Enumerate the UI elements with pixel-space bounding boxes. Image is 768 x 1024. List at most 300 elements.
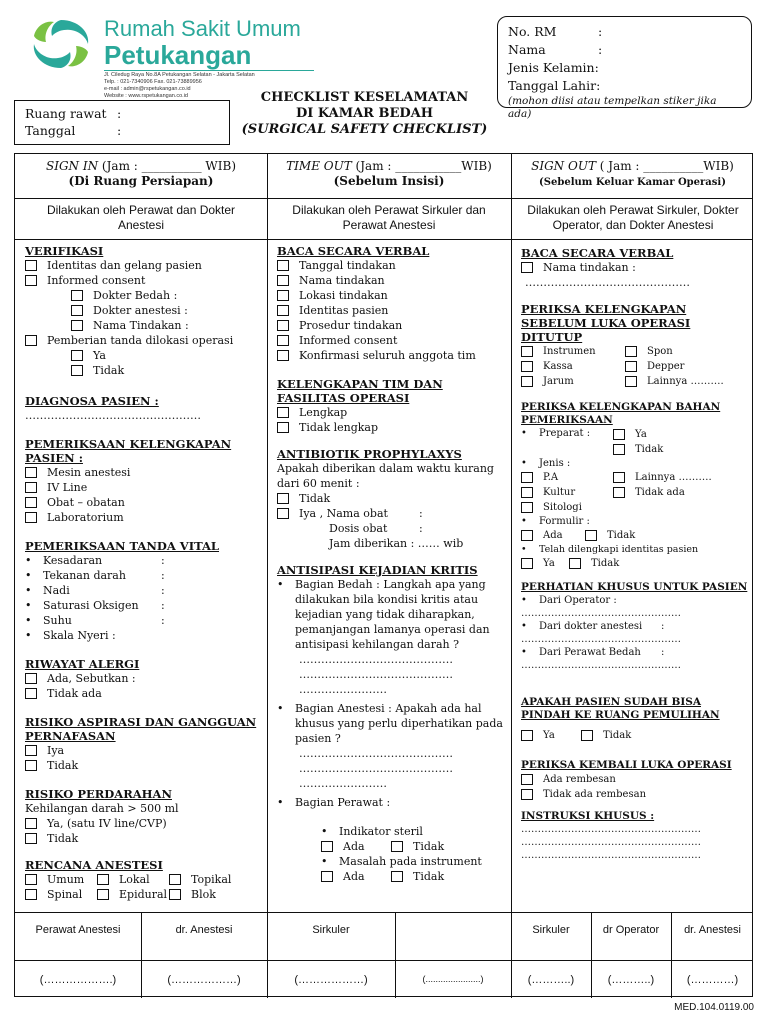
signature-row xyxy=(15,912,752,998)
antisipasi-perawat xyxy=(277,795,505,810)
date-label: Tanggal xyxy=(25,123,76,138)
bullet: • xyxy=(321,825,328,838)
date-colon: : xyxy=(117,123,122,138)
kelengkapan-row3 xyxy=(521,374,749,389)
timeout-time: (Jam : ___________WIB) xyxy=(355,159,492,173)
signature-field[interactable]: (………………) xyxy=(167,974,241,986)
section-instruksi-khusus: INSTRUKSI KHUSUS : xyxy=(521,810,655,822)
checkbox[interactable] xyxy=(25,818,37,829)
masalah-instrument xyxy=(277,854,505,869)
checkbox[interactable] xyxy=(25,833,37,844)
check-indikator-tidak[interactable] xyxy=(391,839,444,854)
sticker-note: (mohon diisi atau tempelkan stiker jika ada) xyxy=(508,95,717,120)
bahan-list xyxy=(521,427,749,571)
checklist-table xyxy=(14,153,753,997)
checkbox[interactable] xyxy=(521,487,533,498)
section-perhatian-khusus: PERHATIAN KHUSUS UNTUK PASIEN xyxy=(521,581,748,593)
section-antisipasi: ANTISIPASI KEJADIAN KRITIS xyxy=(277,563,478,577)
checkbox[interactable] xyxy=(25,335,37,346)
answer-line[interactable]: ……………………………………………… xyxy=(521,824,701,835)
antisipasi-bedah-text: Bagian Bedah : Langkah apa yang dilakukan bila kondisi kritis atau kejadian yang tidak diharapkan, pemanjangan lamanya operasi dan antisipasi kehilangan darah ? xyxy=(295,578,490,651)
indikator-label: Indikator steril xyxy=(339,825,423,838)
vital-label: Skala Nyeri : xyxy=(43,629,116,642)
checkbox[interactable] xyxy=(521,774,533,785)
vital-label: Tekanan darah xyxy=(43,569,126,582)
check-depper[interactable] xyxy=(625,359,684,374)
check-pindah-ya[interactable] xyxy=(521,728,581,743)
checkbox[interactable] xyxy=(71,320,83,331)
check-pa[interactable] xyxy=(521,470,613,485)
field-label: Formulir : xyxy=(539,516,590,527)
checkbox[interactable] xyxy=(25,467,37,478)
checkbox[interactable] xyxy=(25,673,37,684)
check-label: Tidak xyxy=(413,840,445,853)
check-label: Iya xyxy=(47,744,65,757)
rm-label: No. RM xyxy=(508,24,557,39)
check-label: Tidak ada xyxy=(47,687,102,700)
field-label: Dari Operator : xyxy=(539,595,617,606)
check-aspirasi-iya[interactable] xyxy=(25,743,263,758)
check-label: Depper xyxy=(647,361,685,372)
check-label: Kultur xyxy=(543,487,576,498)
section-kelengkapan-tim: KELENGKAPAN TIM DAN FASILITAS OPERASI xyxy=(277,377,443,405)
bullet: • xyxy=(521,595,527,606)
check-masalah-ada[interactable] xyxy=(321,869,391,884)
checkbox[interactable] xyxy=(391,871,403,882)
check-label: IV Line xyxy=(47,481,88,494)
field-label: Telah dilengkapi identitas pasien xyxy=(539,544,699,555)
check-label: Ya xyxy=(93,349,106,362)
name-label: Nama xyxy=(508,42,546,57)
section-periksa-kelengkapan: PERIKSA KELENGKAPAN SEBELUM LUKA OPERASI DITUTUP xyxy=(521,302,691,344)
check-tidak-ada[interactable] xyxy=(613,485,685,500)
checkbox[interactable] xyxy=(521,789,533,800)
check-laboratorium[interactable] xyxy=(25,510,263,525)
check-blok[interactable] xyxy=(169,887,216,902)
vital-kesadaran[interactable] xyxy=(25,553,263,568)
check-lokasi-tindakan[interactable] xyxy=(277,288,505,303)
answer-line[interactable]: ………………………………………… xyxy=(521,608,681,619)
date-field[interactable] xyxy=(25,122,219,139)
check-pindah-tidak[interactable] xyxy=(581,728,631,743)
masalah-options xyxy=(277,869,505,884)
bullet: • xyxy=(25,629,32,642)
field-colon: : xyxy=(661,621,665,632)
check-preparat-tidak[interactable] xyxy=(521,442,749,457)
checkbox[interactable] xyxy=(521,262,533,273)
answer-line[interactable]: …………………………………… xyxy=(299,747,453,760)
check-identitas-ya[interactable] xyxy=(521,556,569,571)
check-label: Epidural xyxy=(119,888,168,901)
timeout-header xyxy=(267,154,511,198)
hospital-name-line1: Rumah Sakit Umum xyxy=(104,16,301,41)
checkbox[interactable] xyxy=(25,760,37,771)
antisipasi-bedah xyxy=(277,577,505,652)
signature-label-sirkuler: Sirkuler xyxy=(532,924,570,936)
signature-field[interactable]: (…………) xyxy=(686,974,739,986)
antisipasi-anestesi-text: Bagian Anestesi : Apakah ada hal khusus yang perlu diperhatikan pada pasien ? xyxy=(295,702,503,745)
checkbox[interactable] xyxy=(581,730,593,741)
hospital-logo xyxy=(22,10,322,100)
vital-nadi[interactable] xyxy=(25,583,263,598)
check-label: Lokal xyxy=(119,873,150,886)
signature-field[interactable]: (……………….) xyxy=(39,974,117,986)
check-dokter-bedah[interactable] xyxy=(25,288,263,303)
gender-colon: : xyxy=(594,60,599,75)
antisipasi-perawat-text: Bagian Perawat : xyxy=(295,796,391,809)
section-baca-verbal: BACA SECARA VERBAL xyxy=(521,246,674,260)
check-alergi-ada[interactable] xyxy=(25,671,263,686)
check-sitologi[interactable] xyxy=(521,500,749,515)
checkbox[interactable] xyxy=(169,889,181,900)
answer-line[interactable]: …………………… xyxy=(299,683,387,696)
email-line: e-mail : admin@rspetukangan.co.id xyxy=(104,86,191,92)
dob-field[interactable] xyxy=(508,77,741,95)
signin-column xyxy=(25,242,263,902)
checkbox[interactable] xyxy=(521,376,533,387)
answer-line[interactable]: ……………………………………… xyxy=(525,276,690,289)
signin-subtitle: (Di Ruang Persiapan) xyxy=(68,174,214,188)
signature-field[interactable]: (………..) xyxy=(607,974,655,986)
vital-tekanan-darah[interactable] xyxy=(25,568,263,583)
check-ada-rembesan[interactable] xyxy=(521,772,749,787)
logo-divider xyxy=(104,70,314,71)
formulir-options xyxy=(521,528,749,543)
checkbox[interactable] xyxy=(521,361,533,372)
check-label: Tidak xyxy=(413,870,445,883)
document-title xyxy=(232,90,497,138)
check-label: Dokter anestesi : xyxy=(93,304,188,317)
checkbox[interactable] xyxy=(97,874,109,885)
check-preparat-ya[interactable] xyxy=(613,427,647,442)
check-label: Lainnya ………. xyxy=(635,472,712,483)
bullet: • xyxy=(521,458,527,469)
check-label: Tidak xyxy=(603,730,632,741)
checkbox[interactable] xyxy=(25,889,37,900)
answer-line[interactable]: …………………… xyxy=(299,777,387,790)
check-label: Umum xyxy=(47,873,85,886)
check-label: Lainnya ………. xyxy=(647,376,724,387)
check-spon[interactable] xyxy=(625,344,673,359)
checkbox[interactable] xyxy=(625,361,637,372)
checkbox[interactable] xyxy=(625,346,637,357)
diagnosa-field[interactable]: ………………………………………… xyxy=(25,409,201,422)
dob-colon: : xyxy=(596,78,601,93)
check-label: Tidak xyxy=(591,558,620,569)
indikator-options xyxy=(277,839,505,854)
checkbox[interactable] xyxy=(277,422,289,433)
field-label: Dosis obat xyxy=(329,522,388,535)
bullet: • xyxy=(25,614,32,627)
signature-label-sirkuler: Sirkuler xyxy=(312,924,350,936)
answer-line[interactable]: …………………………………… xyxy=(299,653,453,666)
vital-colon: : xyxy=(161,599,165,612)
check-nama-tindakan[interactable] xyxy=(521,260,749,275)
answer-line[interactable]: …………………………………… xyxy=(299,762,453,775)
signature-field[interactable]: (………..) xyxy=(527,974,575,986)
gender-field[interactable] xyxy=(508,59,741,77)
perhatian-list xyxy=(521,594,749,672)
check-tidak-lengkap[interactable] xyxy=(277,420,505,435)
checkbox[interactable] xyxy=(71,365,83,376)
pindah-options xyxy=(521,728,749,743)
checkbox[interactable] xyxy=(25,482,37,493)
signature-label-dr-anestesi: dr. Anestesi xyxy=(175,924,233,936)
title-line3: (SURGICAL SAFETY CHECKLIST) xyxy=(241,122,488,137)
vital-label: Suhu xyxy=(43,614,72,627)
answer-line[interactable]: ………………………………………… xyxy=(521,660,681,671)
section-risiko-perdarahan: RISIKO PERDARAHAN xyxy=(25,787,172,801)
jenis-label xyxy=(521,457,749,470)
checkbox[interactable] xyxy=(25,745,37,756)
jenis-row1 xyxy=(521,470,749,485)
check-kultur[interactable] xyxy=(521,485,613,500)
checkbox[interactable] xyxy=(71,305,83,316)
check-mesin-anestesi[interactable] xyxy=(25,465,263,480)
checkbox[interactable] xyxy=(585,530,597,541)
signature-field[interactable]: (………………) xyxy=(294,974,368,986)
check-jarum[interactable] xyxy=(521,374,625,389)
checkbox[interactable] xyxy=(71,290,83,301)
answer-line[interactable]: ……………………………………………… xyxy=(521,837,701,848)
check-masalah-tidak[interactable] xyxy=(391,869,444,884)
vital-saturasi[interactable] xyxy=(25,598,263,613)
identitas-options xyxy=(521,556,749,571)
check-label: Ada, Sebutkan : xyxy=(47,672,136,685)
checkbox[interactable] xyxy=(521,530,533,541)
bullet: • xyxy=(321,855,328,868)
kelengkapan-row2 xyxy=(521,359,749,374)
section-antibiotik: ANTIBIOTIK PROPHYLAXYS xyxy=(277,447,462,461)
vital-suhu[interactable] xyxy=(25,613,263,628)
check-lainnya[interactable] xyxy=(625,374,724,389)
preparat-label xyxy=(521,427,613,442)
check-formulir-tidak[interactable] xyxy=(585,528,635,543)
section-risiko-aspirasi: RISIKO ASPIRASI DAN GANGGUAN PERNAFASAN xyxy=(25,715,257,743)
check-umum[interactable] xyxy=(25,872,97,887)
checkbox[interactable] xyxy=(277,335,289,346)
checkbox[interactable] xyxy=(25,275,37,286)
check-label: Instrumen xyxy=(543,346,596,357)
check-formulir-ada[interactable] xyxy=(521,528,585,543)
perhatian-operator xyxy=(521,594,749,607)
check-konfirmasi-tim[interactable] xyxy=(277,348,505,363)
checkbox[interactable] xyxy=(25,688,37,699)
website-line: Website : www.rspetukangan.co.id xyxy=(104,93,188,99)
bullet: • xyxy=(25,584,32,597)
rencana-row1 xyxy=(25,872,263,887)
check-iv-line[interactable] xyxy=(25,480,263,495)
checkbox[interactable] xyxy=(97,889,109,900)
checkbox[interactable] xyxy=(25,260,37,271)
perhatian-perawat xyxy=(521,646,749,659)
check-obat[interactable] xyxy=(25,495,263,510)
check-label: Tidak xyxy=(299,492,331,505)
check-label: Mesin anestesi xyxy=(47,466,131,479)
signout-column xyxy=(521,242,749,862)
field-label: Dari Perawat Bedah xyxy=(539,647,641,658)
field-label: Dari dokter anestesi xyxy=(539,621,643,632)
timeout-title: TIME OUT xyxy=(286,159,352,173)
bullet: • xyxy=(277,578,284,591)
check-label: Jarum xyxy=(543,376,574,387)
checkbox[interactable] xyxy=(277,493,289,504)
check-jenis-lainnya[interactable] xyxy=(613,470,712,485)
checkbox[interactable] xyxy=(25,512,37,523)
check-label: Ada xyxy=(543,530,563,541)
check-label: Tidak xyxy=(47,759,79,772)
gender-label: Jenis Kelamin xyxy=(508,60,595,75)
check-label: Nama tindakan : xyxy=(543,261,636,274)
check-spinal[interactable] xyxy=(25,887,97,902)
check-label: Ya xyxy=(635,429,647,440)
check-label: Ya, (satu IV line/CVP) xyxy=(47,817,167,830)
checkbox[interactable] xyxy=(277,275,289,286)
check-nama-tindakan[interactable] xyxy=(25,318,263,333)
checkbox[interactable] xyxy=(277,508,289,519)
check-label: Prosedur tindakan xyxy=(299,319,403,332)
signin-title: SIGN IN xyxy=(45,159,99,173)
checkbox[interactable] xyxy=(71,350,83,361)
check-tidak-rembesan[interactable] xyxy=(521,787,749,802)
check-alergi-tidak[interactable] xyxy=(25,686,263,701)
signature-field[interactable]: (......................) xyxy=(422,974,484,984)
rm-field[interactable] xyxy=(508,23,741,41)
checkbox[interactable] xyxy=(613,444,625,455)
check-identitas-pasien[interactable] xyxy=(277,303,505,318)
checkbox[interactable] xyxy=(277,290,289,301)
check-label: Tidak xyxy=(47,832,79,845)
checkbox[interactable] xyxy=(277,260,289,271)
vital-skala-nyeri[interactable] xyxy=(25,628,263,643)
checkbox[interactable] xyxy=(613,472,625,483)
check-label: Kassa xyxy=(543,361,573,372)
check-antibiotik-iya[interactable] xyxy=(277,506,505,521)
answer-line[interactable]: ………………………………………… xyxy=(521,634,681,645)
check-lokasi-tidak[interactable] xyxy=(25,363,263,378)
check-prosedur[interactable] xyxy=(277,318,505,333)
checkbox[interactable] xyxy=(521,730,533,741)
check-lokasi-ya[interactable] xyxy=(25,348,263,363)
check-label: Spon xyxy=(647,346,673,357)
check-kassa[interactable] xyxy=(521,359,625,374)
rm-colon: : xyxy=(598,24,603,39)
signout-title: SIGN OUT xyxy=(531,159,596,173)
check-topikal[interactable] xyxy=(169,872,231,887)
signin-description: Dilakukan oleh Perawat dan Dokter Anestesi xyxy=(46,203,236,232)
checkbox[interactable] xyxy=(569,558,581,569)
ward-field[interactable] xyxy=(25,105,219,122)
checkbox[interactable] xyxy=(169,874,181,885)
check-tanda-lokasi[interactable] xyxy=(25,333,263,348)
check-label: Tidak xyxy=(93,364,125,377)
checkbox[interactable] xyxy=(25,874,37,885)
checkbox[interactable] xyxy=(391,841,403,852)
checkbox[interactable] xyxy=(521,558,533,569)
check-aspirasi-tidak[interactable] xyxy=(25,758,263,773)
checkbox[interactable] xyxy=(277,350,289,361)
phone-line: Telp. : 021-7340906 Fax. 021-73889956 xyxy=(104,79,202,85)
dosis-field[interactable] xyxy=(277,521,505,536)
bullet: • xyxy=(521,621,527,632)
indikator-steril xyxy=(277,824,505,839)
check-tanggal-tindakan[interactable] xyxy=(277,258,505,273)
vital-label: Saturasi Oksigen xyxy=(43,599,139,612)
checkbox[interactable] xyxy=(613,429,625,440)
perhatian-anestesi xyxy=(521,620,749,633)
timeout-subtitle: (Sebelum Insisi) xyxy=(333,174,445,188)
check-informed-consent[interactable] xyxy=(25,273,263,288)
check-perdarahan-tidak[interactable] xyxy=(25,831,263,846)
title-line2: DI KAMAR BEDAH xyxy=(295,106,434,121)
ward-label: Ruang rawat xyxy=(25,106,107,121)
patient-identity-box xyxy=(497,16,752,120)
check-identitas[interactable] xyxy=(25,258,263,273)
check-lengkap[interactable] xyxy=(277,405,505,420)
checkbox[interactable] xyxy=(613,487,625,498)
checkbox[interactable] xyxy=(521,502,533,513)
check-lokal[interactable] xyxy=(97,872,169,887)
check-label: Ya xyxy=(543,730,555,741)
check-dokter-anestesi[interactable] xyxy=(25,303,263,318)
check-antibiotik-tidak[interactable] xyxy=(277,491,505,506)
checkbox[interactable] xyxy=(25,497,37,508)
field-colon: : xyxy=(419,522,423,535)
jam-diberikan-field[interactable]: Jam diberikan : …… wib xyxy=(329,537,464,550)
check-label: Ada rembesan xyxy=(543,774,616,785)
answer-line[interactable]: …………………………………… xyxy=(299,668,453,681)
checkbox[interactable] xyxy=(321,841,333,852)
checkbox[interactable] xyxy=(521,472,533,483)
bullet: • xyxy=(277,702,284,715)
check-label: Iya , Nama obat xyxy=(299,507,388,520)
bullet: • xyxy=(521,647,527,658)
check-epidural[interactable] xyxy=(97,887,169,902)
section-baca-verbal: BACA SECARA VERBAL xyxy=(277,244,430,258)
check-perdarahan-ya[interactable] xyxy=(25,816,263,831)
column-divider xyxy=(511,154,512,996)
check-nama-tindakan[interactable] xyxy=(277,273,505,288)
signout-subtitle: (Sebelum Keluar Kamar Operasi) xyxy=(539,177,726,188)
check-informed-consent[interactable] xyxy=(277,333,505,348)
name-field[interactable] xyxy=(508,41,741,59)
check-identitas-tidak[interactable] xyxy=(569,556,619,571)
signout-time: ( Jam : __________WIB) xyxy=(599,159,734,173)
checkbox[interactable] xyxy=(277,407,289,418)
checkbox[interactable] xyxy=(321,871,333,882)
check-instrumen[interactable] xyxy=(521,344,625,359)
dob-label: Tanggal Lahir xyxy=(508,78,597,93)
vital-colon: : xyxy=(161,584,165,597)
perdarahan-desc: Kehilangan darah > 500 ml xyxy=(25,802,179,815)
check-label: Informed consent xyxy=(47,274,146,287)
check-label: Dokter Bedah : xyxy=(93,289,178,302)
luka-list xyxy=(521,772,749,802)
preparat-row xyxy=(521,427,749,442)
answer-line[interactable]: ……………………………………………… xyxy=(521,850,701,861)
checkbox[interactable] xyxy=(521,346,533,357)
checkbox[interactable] xyxy=(277,320,289,331)
bullet: • xyxy=(521,516,527,527)
checkbox[interactable] xyxy=(625,376,637,387)
signin-time: (Jam : __________ WIB) xyxy=(101,159,237,173)
section-tanda-vital: PEMERIKSAAN TANDA VITAL xyxy=(25,539,220,553)
masalah-label: Masalah pada instrument xyxy=(339,855,482,868)
signature-label-dr-operator: dr Operator xyxy=(602,924,660,936)
checkbox[interactable] xyxy=(277,305,289,316)
check-indikator-ada[interactable] xyxy=(321,839,391,854)
check-label: Konfirmasi seluruh anggota tim xyxy=(299,349,476,362)
